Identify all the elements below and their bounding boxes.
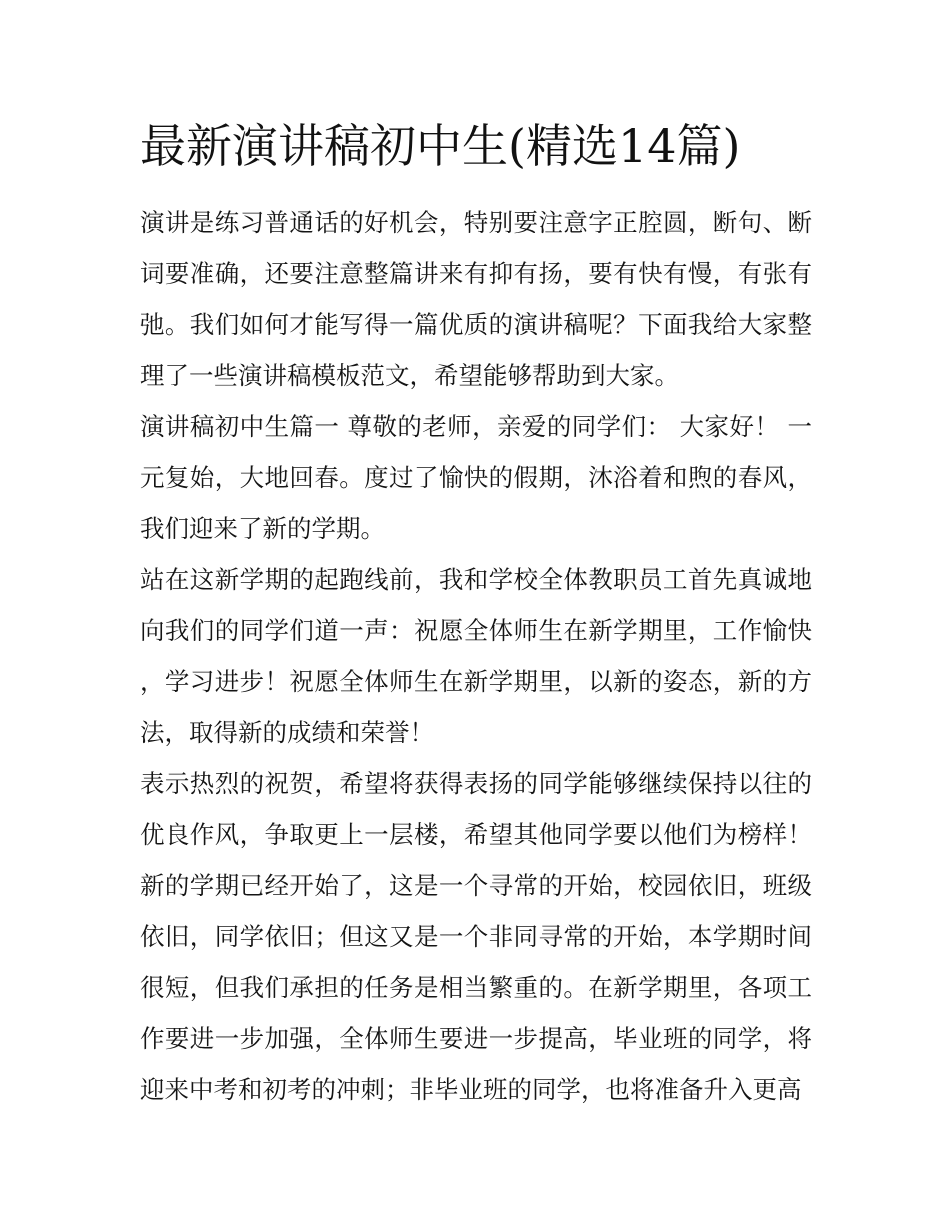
paragraph-congratulations: 表示热烈的祝贺，希望将获得表扬的同学能够继续保持以往的优良作风，争取更上一层楼，希望其他同学要以他们为榜样！新的学期已经开始了，这是一个寻常的开始，校园依旧，班级依旧，同学依旧；但这又是一个非同寻常的开始，本学期时间很短，但我们承担的任务是相当繁重的。在新学期里，各项工作要进一步加强，全体师生要进一步提高，毕业班的同学，将迎来中考和初考的冲刺；非毕业班的同学，也将准备升入更高	[140, 769, 812, 1104]
document-body	[140, 197, 812, 1115]
document-title: 最新演讲稿初中生(精选14篇)	[140, 119, 741, 173]
paragraph-new-semester-wishes: 站在这新学期的起跑线前，我和学校全体教职员工首先真诚地向我们的同学们道一声：祝愿全体师生在新学期里，工作愉快，学习进步！祝愿全体师生在新学期里，以新的姿态，新的方法，取得新的成绩和荣誉！	[140, 565, 812, 747]
paragraph-intro: 演讲是练习普通话的好机会，特别要注意字正腔圆，断句、断词要准确，还要注意整篇讲来有抑有扬，要有快有慢，有张有弛。我们如何才能写得一篇优质的演讲稿呢？下面我给大家整理了一些演讲稿模板范文，希望能够帮助到大家。	[140, 208, 812, 390]
paragraph-speech-opening: 演讲稿初中生篇一 尊敬的老师，亲爱的同学们： 大家好！ 一元复始，大地回春。度过了愉快的假期，沐浴着和煦的春风，我们迎来了新的学期。	[140, 412, 812, 543]
